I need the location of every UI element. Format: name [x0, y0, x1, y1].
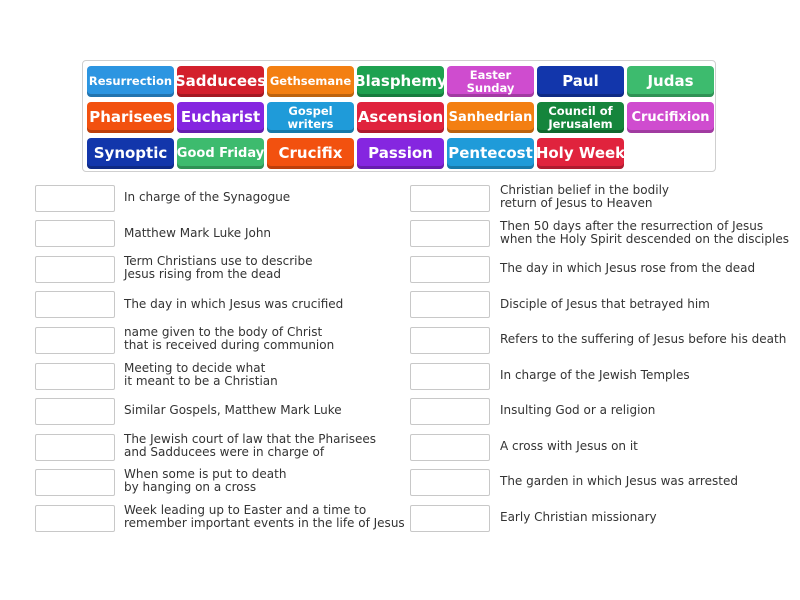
- drop-slot[interactable]: [410, 363, 490, 390]
- tile-ascension[interactable]: Ascension: [357, 102, 444, 133]
- tile-gospel-writers[interactable]: Gospel writers: [267, 102, 354, 133]
- drop-slot[interactable]: [410, 185, 490, 212]
- clue-text: Disciple of Jesus that betrayed him: [500, 297, 710, 311]
- clue-text: name given to the body of Christ that is received during communion: [124, 325, 335, 352]
- drop-slot[interactable]: [410, 291, 490, 318]
- clue-text: A cross with Jesus on it: [500, 439, 638, 453]
- tile-judas[interactable]: Judas: [627, 66, 714, 97]
- drop-slot[interactable]: [35, 434, 115, 461]
- tile-sanhedrian[interactable]: Sanhedrian: [447, 102, 534, 133]
- tile-pentecost[interactable]: Pentecost: [447, 138, 534, 169]
- tile-bank: [82, 60, 716, 172]
- tile-crucifix[interactable]: Crucifix: [267, 138, 354, 169]
- tile-paul[interactable]: Paul: [537, 66, 624, 97]
- clue-text: The day in which Jesus rose from the dead: [500, 261, 756, 275]
- drop-slot[interactable]: [35, 220, 115, 247]
- clue-text: Insulting God or a religion: [500, 403, 656, 417]
- tile-gethsemane[interactable]: Gethsemane: [267, 66, 354, 97]
- clue-text: Then 50 days after the resurrection of Jesus when the Holy Spirit descended on the disciples: [500, 219, 789, 246]
- clue-text: The day in which Jesus was crucified: [124, 297, 344, 311]
- drop-slot[interactable]: [35, 185, 115, 212]
- tile-blasphemy[interactable]: Blasphemy: [357, 66, 444, 97]
- clue-text: Early Christian missionary: [500, 510, 657, 524]
- drop-slot[interactable]: [35, 256, 115, 283]
- tile-eucharist[interactable]: Eucharist: [177, 102, 264, 133]
- clue-text: Christian belief in the bodily return of Jesus to Heaven: [500, 183, 670, 210]
- drop-slot[interactable]: [35, 327, 115, 354]
- clue-text: Similar Gospels, Matthew Mark Luke: [124, 403, 342, 417]
- drop-slot[interactable]: [410, 505, 490, 532]
- drop-slot[interactable]: [410, 434, 490, 461]
- drop-slot[interactable]: [410, 469, 490, 496]
- drop-slot[interactable]: [35, 505, 115, 532]
- tile-pharisees[interactable]: Pharisees: [87, 102, 174, 133]
- clue-text: Refers to the suffering of Jesus before his death: [500, 332, 787, 346]
- drop-slot[interactable]: [410, 398, 490, 425]
- drop-slot[interactable]: [35, 363, 115, 390]
- clue-text: The Jewish court of law that the Pharisees and Sadducees were in charge of: [124, 432, 376, 459]
- clue-text: Term Christians use to describe Jesus rising from the dead: [124, 254, 313, 281]
- clue-text: Week leading up to Easter and a time to remember important events in the life of Jesus: [124, 503, 405, 530]
- tile-resurrection[interactable]: Resurrection: [87, 66, 174, 97]
- tile-easter-sunday[interactable]: Easter Sunday: [447, 66, 534, 97]
- clue-text: The garden in which Jesus was arrested: [500, 474, 738, 488]
- clue-text: Meeting to decide what it meant to be a Christian: [124, 361, 278, 388]
- drop-slot[interactable]: [35, 291, 115, 318]
- tile-council-of-jerusalem[interactable]: Council of Jerusalem: [537, 102, 624, 133]
- tile-synoptic[interactable]: Synoptic: [87, 138, 174, 169]
- drop-slot[interactable]: [410, 220, 490, 247]
- clue-text: When some is put to death by hanging on a cross: [124, 467, 287, 494]
- clue-text: In charge of the Jewish Temples: [500, 368, 690, 382]
- tile-sadducees[interactable]: Sadducees: [177, 66, 264, 97]
- clue-text: Matthew Mark Luke John: [124, 226, 272, 240]
- tile-crucifixion[interactable]: Crucifixion: [627, 102, 714, 133]
- drop-slot[interactable]: [35, 469, 115, 496]
- tile-holy-week[interactable]: Holy Week: [537, 138, 624, 169]
- drop-slot[interactable]: [35, 398, 115, 425]
- tile-passion[interactable]: Passion: [357, 138, 444, 169]
- clue-text: In charge of the Synagogue: [124, 190, 291, 204]
- drop-slot[interactable]: [410, 256, 490, 283]
- tile-good-friday[interactable]: Good Friday: [177, 138, 264, 169]
- drop-slot[interactable]: [410, 327, 490, 354]
